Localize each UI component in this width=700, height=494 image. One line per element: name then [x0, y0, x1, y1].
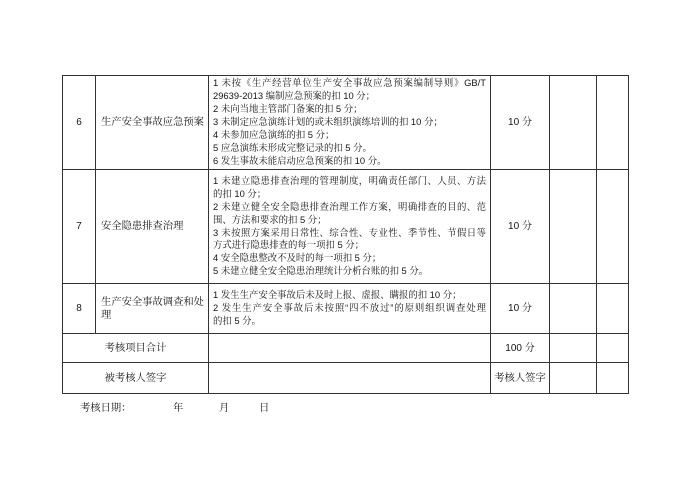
criteria-line: 4 安全隐患整改不及时的每一项扣 5 分； — [213, 252, 382, 264]
blank-cell — [597, 363, 629, 394]
day-label: 日 — [259, 403, 270, 414]
blank-cell — [597, 170, 629, 284]
criteria-line: 2 未向当地主管部门备案的扣 5 分； — [213, 103, 363, 115]
signature-row — [63, 363, 629, 394]
assessor-signature-cell — [550, 363, 597, 394]
criteria-cell — [209, 76, 491, 170]
date-label: 考核日期： — [80, 403, 132, 414]
criteria-line: 围、方法和要求的扣 5 分； — [213, 213, 327, 225]
criteria-line: 2 发生生产安全事故后未按照“四不放过”的原则组织调查处理 — [213, 302, 486, 314]
item-name-cell — [96, 170, 209, 284]
assessee-signature-label: 被考核人签字 — [104, 372, 167, 384]
total-score-cell — [491, 334, 550, 363]
assessee-signature-label-cell — [63, 363, 209, 394]
assessment-table — [62, 75, 629, 394]
criteria-line: 2 未建立健全安全隐患排查治理工作方案，明确排查的目的、范 — [213, 200, 486, 212]
criteria-line: 1 未建立隐患排查治理的管理制度，明确责任部门、人员、方法 — [213, 174, 486, 186]
item-number-cell — [63, 76, 96, 170]
criteria-line: 的扣 5 分。 — [213, 314, 261, 326]
criteria-line: 3 未制定应急演练计划的或未组织演练培训的扣 10 分； — [213, 116, 443, 128]
item-score-cell — [491, 76, 550, 170]
blank-cell — [550, 170, 597, 284]
criteria-line: 的扣 10 分； — [213, 187, 267, 199]
criteria-cell — [209, 170, 491, 284]
blank-cell — [597, 284, 629, 334]
item-number-cell — [63, 170, 96, 284]
criteria-line: 1 未按《生产经营单位生产安全事故应急预案编制导则》GB/T — [213, 77, 486, 89]
item-name: 生产安全事故调查和处理 — [101, 296, 204, 321]
blank-cell — [550, 76, 597, 170]
criteria-line: 1 发生生产安全事故后未及时上报、虚报、瞒报的扣 10 分； — [213, 289, 462, 301]
blank-cell — [550, 284, 597, 334]
blank-cell — [597, 76, 629, 170]
item-score-cell — [491, 284, 550, 334]
item-name-cell — [96, 284, 209, 334]
criteria-line: 5 应急演练未形成完整记录的扣 5 分。 — [213, 141, 372, 153]
assessment-date — [0, 401, 700, 416]
item-score: 10 分 — [508, 303, 532, 314]
item-number: 6 — [76, 117, 82, 128]
table-row — [63, 284, 629, 334]
assessor-signature-label: 考核人签字 — [494, 372, 546, 384]
criteria-line: 方式进行隐患排查的每一项扣 5 分； — [213, 239, 365, 251]
criteria-line: 4 未参加应急演练的扣 5 分； — [213, 128, 335, 140]
item-score: 10 分 — [508, 117, 532, 128]
criteria-line: 29639-2013 编制应急预案的扣 10 分； — [213, 90, 376, 102]
item-number: 7 — [76, 221, 82, 232]
item-name-cell — [96, 76, 209, 170]
table-body — [63, 76, 629, 394]
item-name: 安全隐患排查治理 — [101, 221, 184, 232]
month-label: 月 — [219, 403, 230, 414]
total-label: 考核项目合计 — [104, 342, 167, 354]
table-row — [63, 76, 629, 170]
total-row — [63, 334, 629, 363]
item-number-cell — [63, 284, 96, 334]
item-score-cell — [491, 170, 550, 284]
criteria-line: 3 未按照方案采用日常性、综合性、专业性、季节性、节假日等 — [213, 226, 486, 238]
assessee-signature-cell — [209, 363, 491, 394]
blank-cell — [209, 334, 491, 363]
blank-cell — [597, 334, 629, 363]
blank-cell — [550, 334, 597, 363]
criteria-cell — [209, 284, 491, 334]
criteria-line: 6 发生事故未能启动应急预案的扣 10 分。 — [213, 154, 387, 166]
total-label-cell — [63, 334, 209, 363]
item-number: 8 — [76, 303, 82, 314]
item-name: 生产安全事故应急预案 — [101, 117, 204, 128]
criteria-line: 5 未建立健全安全隐患治理统计分析台账的扣 5 分。 — [213, 265, 429, 277]
table-row — [63, 170, 629, 284]
assessor-signature-label-cell — [491, 363, 550, 394]
total-score: 100 分 — [505, 342, 535, 354]
year-label: 年 — [173, 403, 184, 414]
item-score: 10 分 — [508, 221, 532, 232]
